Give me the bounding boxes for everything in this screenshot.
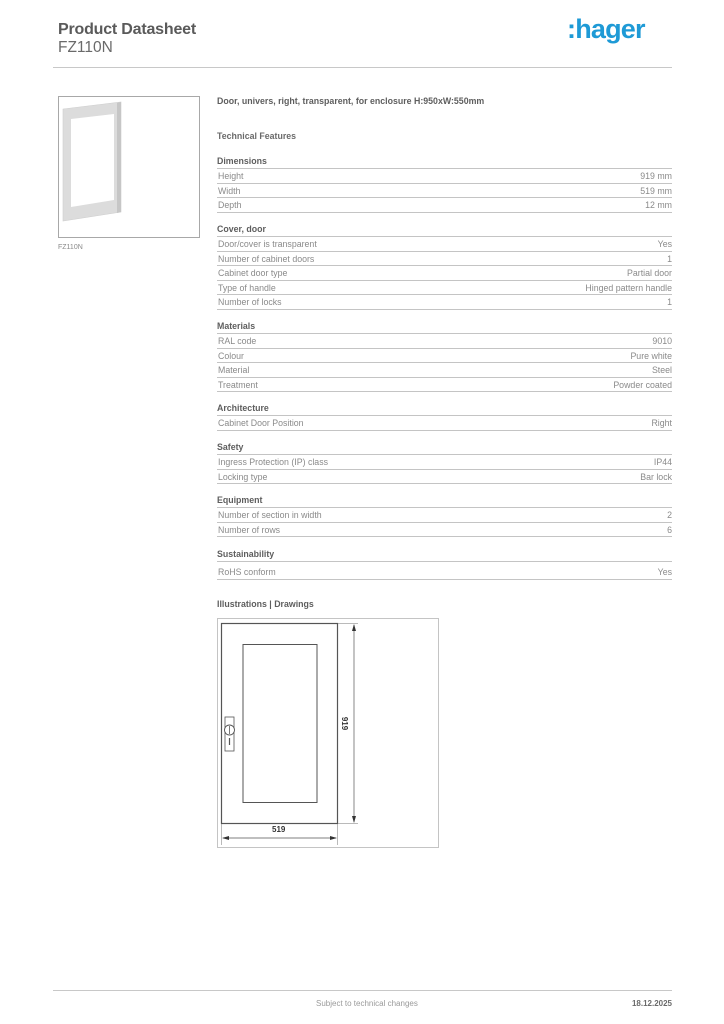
- spec-row: [217, 295, 672, 310]
- product-code: FZ110N: [58, 39, 113, 56]
- technical-features-heading: Technical Features: [217, 131, 297, 141]
- spec-value: Right: [651, 418, 672, 428]
- spec-row: [217, 252, 672, 267]
- product-image-caption: FZ110N: [58, 244, 83, 251]
- spec-row: [217, 266, 672, 281]
- footer-divider: [53, 990, 672, 991]
- spec-label: Locking type: [218, 471, 268, 482]
- spec-value: IP44: [653, 457, 672, 467]
- footer-date: 18.12.2025: [631, 999, 672, 1008]
- spec-value: 1: [667, 297, 672, 307]
- header-divider: [53, 67, 672, 68]
- spec-value: Bar lock: [640, 471, 672, 482]
- spec-label: Ingress Protection (IP) class: [218, 457, 328, 467]
- section-title-cover-door: Cover, door: [217, 224, 672, 237]
- spec-row: [217, 198, 672, 213]
- drawing-height-dimension: 919: [340, 716, 350, 731]
- spec-row: [217, 378, 672, 393]
- footer-note: Subject to technical changes: [316, 999, 418, 1008]
- spec-label: Cabinet door type: [218, 268, 288, 278]
- spec-label: Number of cabinet doors: [218, 253, 315, 264]
- spec-label: Colour: [218, 350, 244, 361]
- spec-row: [217, 281, 672, 296]
- spec-label: Type of handle: [218, 282, 276, 293]
- spec-label: Treatment: [218, 379, 258, 390]
- spec-label: Material: [218, 365, 250, 375]
- door-drawing-icon: [218, 619, 440, 849]
- drawing-width-dimension: 519: [272, 825, 286, 834]
- technical-drawing: [217, 618, 439, 848]
- spec-label: Width: [218, 185, 241, 196]
- spec-label: Number of locks: [218, 297, 282, 307]
- spec-value: 12 mm: [645, 200, 672, 210]
- spec-row: [217, 169, 672, 184]
- spec-row: [217, 349, 672, 364]
- product-description: Door, univers, right, transparent, for enclosure H:950xW:550mm: [217, 96, 485, 106]
- spec-row: [217, 523, 672, 538]
- spec-value: 519 mm: [640, 185, 672, 196]
- spec-row: [217, 565, 672, 580]
- spec-value: 1: [667, 253, 672, 264]
- spec-value: Hinged pattern handle: [585, 282, 672, 293]
- section-title-architecture: Architecture: [217, 403, 672, 416]
- spec-label: Number of rows: [218, 524, 281, 535]
- hager-logo: :hager: [567, 14, 645, 44]
- spec-row: [217, 455, 672, 470]
- spec-label: RAL code: [218, 336, 257, 346]
- section-title-sustainability: Sustainability: [217, 549, 672, 562]
- spec-value: Yes: [657, 239, 672, 249]
- section-title-materials: Materials: [217, 321, 672, 334]
- door-frame-photo-icon: [59, 97, 199, 237]
- section-title-dimensions: Dimensions: [217, 156, 672, 169]
- spec-label: Number of section in width: [218, 510, 322, 520]
- spec-value: 919 mm: [640, 171, 672, 181]
- section-title-safety: Safety: [217, 442, 672, 455]
- spec-value: 6: [667, 524, 672, 535]
- spec-value: Partial door: [627, 268, 672, 278]
- spec-row: [217, 470, 672, 485]
- spec-label: Height: [218, 171, 244, 181]
- header-title: Product Datasheet: [58, 21, 196, 38]
- spec-row: [217, 508, 672, 523]
- spec-label: Cabinet Door Position: [218, 418, 304, 428]
- spec-row: [217, 184, 672, 199]
- spec-value: Steel: [651, 365, 672, 375]
- spec-value: Yes: [657, 567, 672, 577]
- product-image: [58, 96, 200, 238]
- spec-value: Pure white: [630, 350, 672, 361]
- spec-value: 9010: [652, 336, 672, 346]
- spec-label: RoHS conform: [218, 567, 276, 577]
- section-title-equipment: Equipment: [217, 495, 672, 508]
- spec-row: [217, 416, 672, 431]
- spec-row: [217, 363, 672, 378]
- spec-label: Depth: [218, 200, 242, 210]
- spec-row: [217, 237, 672, 252]
- spec-value: 2: [667, 510, 672, 520]
- drawings-heading: Illustrations | Drawings: [217, 599, 314, 609]
- spec-value: Powder coated: [613, 379, 672, 390]
- spec-row: [217, 334, 672, 349]
- spec-label: Door/cover is transparent: [218, 239, 317, 249]
